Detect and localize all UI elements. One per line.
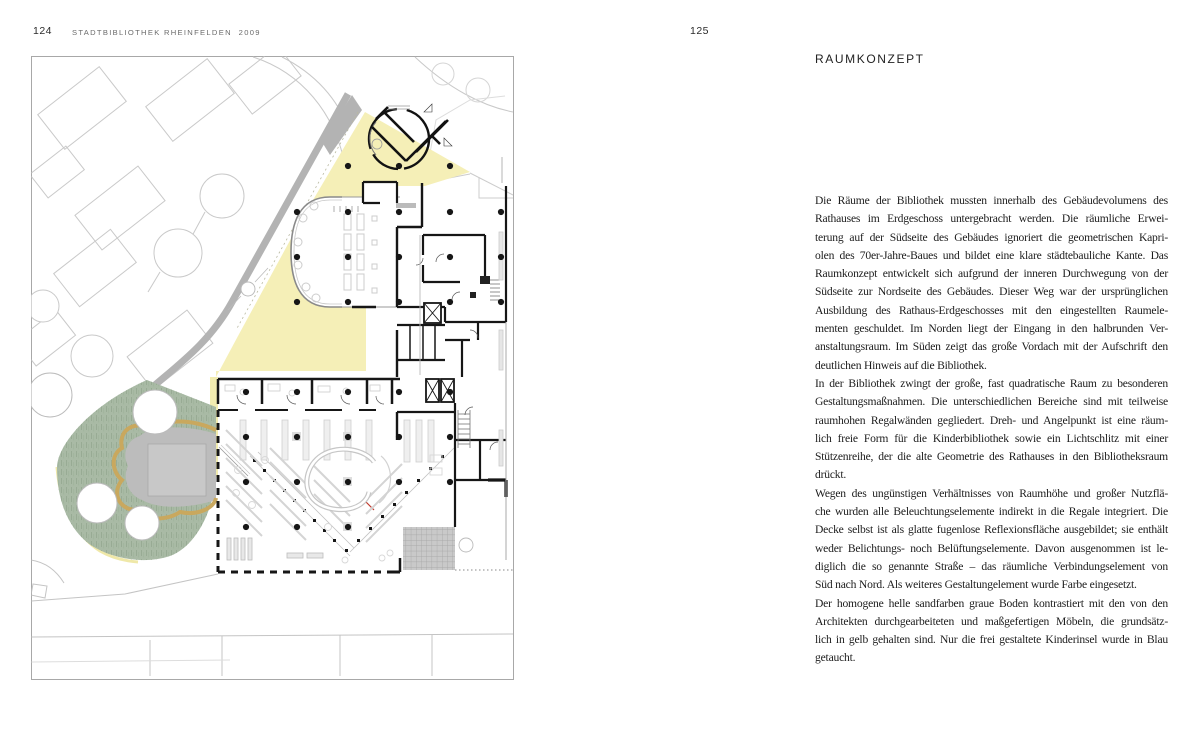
body-text-line: Raumkonzept entwickelt sich aufgrund der inneren Durchwegung von der — [815, 267, 1168, 281]
page-number-right: 125 — [690, 25, 710, 37]
body-text-line: diglich die so genannte Straße – das räumliche Verbindungselement von — [815, 559, 1168, 573]
body-text-line: olen des 70er-Jahre-Baues und bildet eine klare städtebauliche Kante. Das — [815, 248, 1168, 262]
body-text-line: che wurden alle Beleuchtungselemente indirekt in die Regale integriert. Die — [815, 505, 1168, 519]
body-text-line: lich in gelb gehalten sind. Nur die frei gestaltete Kinderinsel wurde in Blau — [815, 633, 1168, 647]
body-text-line: Gestaltungsmaßnahmen. Die unterschiedlichen Bereiche sind mit teilweise — [815, 395, 1168, 409]
paragraph — [815, 485, 1168, 595]
body-text-line: Wegen des ungünstigen Verhältnisses von Raumhöhe und großer Nutzflä- — [815, 486, 1168, 500]
paragraph — [815, 595, 1168, 668]
paragraph — [815, 192, 1168, 375]
body-text-line: Die Räume der Bibliothek mussten innerhalb des Gebäudevolumens des — [815, 194, 1168, 207]
body-text-line: Südseite zur Nordseite des Gebäudes. Dieser Weg war der ursprünglichen — [815, 285, 1168, 299]
chapter-heading: RAUMKONZEPT — [815, 52, 925, 66]
body-text-line: menten geschuldet. Im Norden liegt der Eingang in den halbrunden Ver- — [815, 322, 1168, 336]
body-text-line: raumhohen Regalwänden gegliedert. Dreh- und Angelpunkt ist eine räum- — [815, 413, 1168, 427]
body-text-line: Rathauses im Erdgeschoss untergebracht werden. Die räumliche Erwei- — [815, 212, 1168, 226]
body-text-line: terung auf der Südseite des Gebäudes ignoriert die geometrischen Kapri- — [815, 230, 1168, 244]
body-text-line: deutlichen Hinweis auf die Bibliothek. — [815, 358, 987, 372]
body-text-line: getaucht. — [815, 651, 856, 665]
body-text-column — [815, 192, 1168, 668]
entrance-steps — [396, 203, 416, 208]
floor-plan-svg — [31, 56, 514, 680]
body-text-line: Süd nach Nord. Als weiteres Gestaltungelement wurde Farbe eingesetzt. — [815, 578, 1137, 592]
body-text-line: lich freie Form für die Kinderbibliothek sowie ein Lichtschlitz mit einer — [815, 431, 1168, 445]
body-text-line: anstaltungsraum. Im Süden zeigt das große Vordach mit der Aufschrift den — [815, 340, 1168, 354]
body-text-line: drückt. — [815, 468, 847, 482]
body-text-line: Ausbildung des Rathaus-Erdgeschosses mit den eingestellten Raumele- — [815, 303, 1168, 317]
body-text-line: Der homogene helle sandfarben graue Boden kontrastiert mit den von den — [815, 596, 1168, 610]
body-text-line: Stützenreihe, der die alte Geometrie des Rathauses in den Bibliotheksraum — [815, 450, 1168, 464]
floor-plan — [31, 56, 514, 680]
running-title: STADTBIBLIOTHEK RHEINFELDEN 2009 — [72, 28, 261, 37]
body-text-line: Decke selbst ist als glatte fugenlose Reflexionsfläche ausgebildet; sie enthält — [815, 523, 1168, 537]
body-text-line: In der Bibliothek zwingt der große, fast quadratische Raum zu besonderen — [815, 376, 1168, 390]
paragraph — [815, 375, 1168, 485]
body-text-line: Architekten durchgearbeiteten und maßgefertigen Möbeln, die grundsätz- — [815, 614, 1168, 628]
page-number-left: 124 — [33, 25, 53, 37]
body-text-line: weder Belichtungs- noch Belüftungselemente. Davon ausgenommen ist le- — [815, 541, 1168, 555]
